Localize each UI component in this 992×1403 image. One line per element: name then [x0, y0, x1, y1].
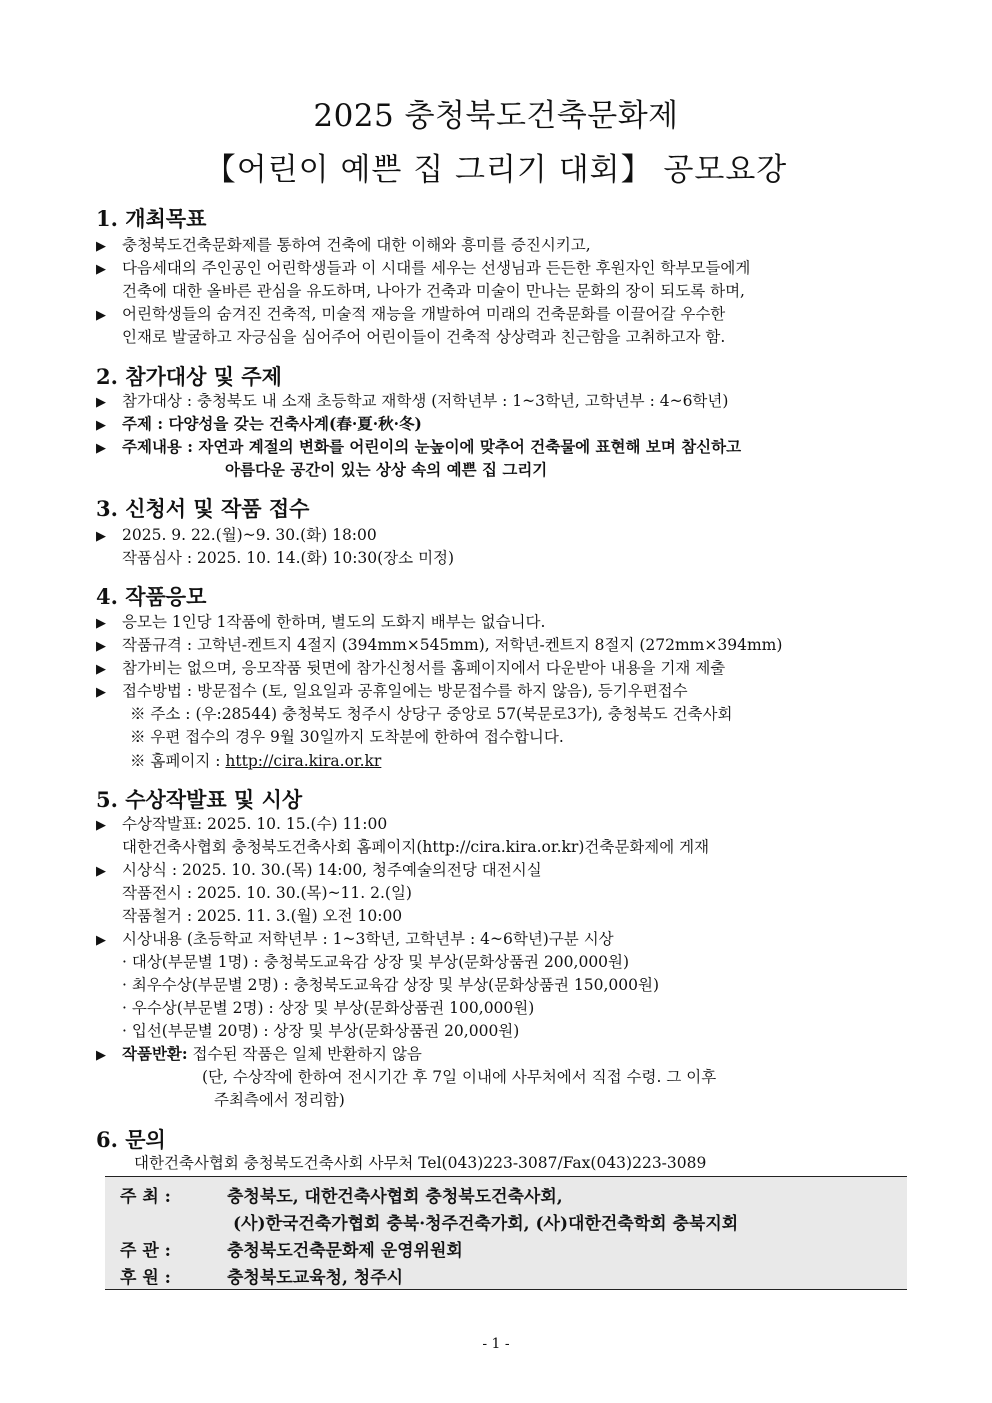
bullet-icon: ▶ [96, 262, 106, 277]
bullet-icon: ▶ [96, 662, 106, 677]
document-title: 2025 충청북도건축문화제 [313, 98, 679, 134]
bullet-icon: ▶ [96, 441, 106, 456]
award-item: · 대상(부문별 1명) : 충청북도교육감 상장 및 부상(문화상품권 200,000원) [122, 953, 630, 971]
list-item-continued: 작품심사 : 2025. 10. 14.(화) 10:30(장소 미정) [122, 549, 455, 567]
list-item: ▶ 시상식 : 2025. 10. 30.(목) 14:00, 청주예술의전당 대전시실 [96, 859, 542, 883]
list-item: ▶ 주제 : 다양성을 갖는 건축사계(春·夏·秋·冬) [96, 413, 422, 437]
list-item-continued: 대한건축사협회 충청북도건축사회 홈페이지(http://cira.kira.or.kr)건축문화제에 게재 [122, 838, 710, 856]
sponsor-value: 충청북도교육청, 청주시 [227, 1268, 404, 1288]
list-item: ▶ 주제내용 : 자연과 계절의 변화를 어린이의 눈높이에 맞추어 건축물에 표현해 보며 참신하고 [96, 436, 741, 460]
bullet-icon: ▶ [96, 1048, 106, 1063]
list-item: ▶ 2025. 9. 22.(월)~9. 30.(화) 18:00 [96, 524, 377, 548]
list-item: ▶ 시상내용 (초등학교 저학년부 : 1~3학년, 고학년부 : 4~6학년)구분 시상 [96, 928, 614, 952]
list-item-continued: 주최측에서 정리함) [214, 1091, 345, 1109]
note-homepage: ※ 홈페이지 : http://cira.kira.or.kr [130, 752, 382, 770]
list-item-continued: 아름다운 공간이 있는 상상 속의 예쁜 집 그리기 [225, 460, 548, 479]
list-item-continued: 작품철거 : 2025. 11. 3.(월) 오전 10:00 [122, 907, 403, 925]
section-heading-3: 3. 신청서 및 작품 접수 [96, 496, 310, 521]
organizer-value: 충청북도건축문화제 운영위원회 [227, 1241, 463, 1261]
list-item-continued: 건축에 대한 올바른 관심을 유도하며, 나아가 건축과 미술이 만나는 문화의 장이 되도록 하며, [122, 282, 745, 300]
bullet-icon: ▶ [96, 933, 106, 948]
list-item: ▶ 어린학생들의 숨겨진 건축적, 미술적 재능을 개발하여 미래의 건축문화를 이끌어갈 우수한 [96, 303, 725, 327]
bullet-icon: ▶ [96, 639, 106, 654]
bullet-icon: ▶ [96, 685, 106, 700]
list-item: ▶ 다음세대의 주인공인 어린학생들과 이 시대를 세우는 선생님과 든든한 후원자인 학부모들에게 [96, 257, 750, 281]
bullet-icon: ▶ [96, 616, 106, 631]
award-item: · 우수상(부문별 2명) : 상장 및 부상(문화상품권 100,000원) [122, 999, 535, 1017]
list-item: ▶ 수상작발표: 2025. 10. 15.(수) 11:00 [96, 813, 387, 837]
list-item: ▶ 작품반환: 접수된 작품은 일체 반환하지 않음 [96, 1043, 422, 1067]
bullet-icon: ▶ [96, 239, 106, 254]
section-heading-4: 4. 작품응모 [96, 584, 207, 609]
list-item-continued: 인재로 발굴하고 자긍심을 심어주어 어린이들이 건축적 상상력과 친근함을 고취하고자 함. [122, 328, 726, 346]
note-address: ※ 주소 : (우:28544) 충청북도 청주시 상당구 중앙로 57(북문로3가), 충청북도 건축사회 [130, 705, 733, 723]
bullet-icon: ▶ [96, 818, 106, 833]
list-item-continued: (단, 수상작에 한하여 전시기간 후 7일 이내에 사무처에서 직접 수령. 그 이후 [202, 1068, 717, 1086]
award-item: · 입선(부문별 20명) : 상장 및 부상(문화상품권 20,000원) [122, 1022, 520, 1040]
page-number: - 1 - [482, 1336, 510, 1352]
section-heading-6: 6. 문의 [96, 1127, 166, 1152]
section-heading-2: 2. 참가대상 및 주제 [96, 364, 282, 389]
bullet-icon: ▶ [96, 395, 106, 410]
list-item: ▶ 작품규격 : 고학년-켄트지 4절지 (394mm×545mm), 저학년-켄트지 8절지 (272mm×394mm) [96, 634, 782, 658]
section-heading-1: 1. 개최목표 [96, 206, 207, 231]
list-item-continued: 작품전시 : 2025. 10. 30.(목)~11. 2.(일) [122, 884, 412, 902]
host-label: 주 최 : [120, 1187, 171, 1207]
section-heading-5: 5. 수상작발표 및 시상 [96, 787, 303, 812]
bullet-icon: ▶ [96, 308, 106, 323]
list-item: ▶ 참가비는 없으며, 응모작품 뒷면에 참가신청서를 홈페이지에서 다운받아 내용을 기재 제출 [96, 657, 725, 681]
list-item: ▶ 참가대상 : 충청북도 내 소재 초등학교 재학생 (저학년부 : 1~3학년, 고학년부 : 4~6학년) [96, 390, 728, 414]
award-item: · 최우수상(부문별 2명) : 충청북도교육감 상장 및 부상(문화상품권 150,000원) [122, 976, 660, 994]
sponsor-label: 후 원 : [120, 1268, 171, 1288]
credits-box [105, 1176, 907, 1290]
organizer-label: 주 관 : [120, 1241, 171, 1261]
bullet-icon: ▶ [96, 529, 106, 544]
note-mail: ※ 우편 접수의 경우 9월 30일까지 도착분에 한하여 접수합니다. [130, 728, 564, 746]
bullet-icon: ▶ [96, 418, 106, 433]
list-item: ▶ 충청북도건축문화제를 통하여 건축에 대한 이해와 흥미를 증진시키고, [96, 234, 591, 258]
bullet-icon: ▶ [96, 864, 106, 879]
document-subtitle: 【어린이 예쁜 집 그리기 대회】 공모요강 [204, 152, 788, 188]
homepage-link[interactable]: http://cira.kira.or.kr [225, 752, 382, 770]
host-value: 충청북도, 대한건축사협회 충청북도건축사회, [227, 1187, 563, 1207]
list-item: ▶ 접수방법 : 방문접수 (토, 일요일과 공휴일에는 방문접수를 하지 않음), 등기우편접수 [96, 680, 688, 704]
list-item: ▶ 응모는 1인당 1작품에 한하며, 별도의 도화지 배부는 없습니다. [96, 611, 545, 635]
host-value-continued: (사)한국건축가협회 충북·청주건축가회, (사)대한건축학회 충북지회 [233, 1214, 739, 1234]
contact-info: 대한건축사협회 충청북도건축사회 사무처 Tel(043)223-3087/Fax(043)223-3089 [134, 1154, 707, 1172]
